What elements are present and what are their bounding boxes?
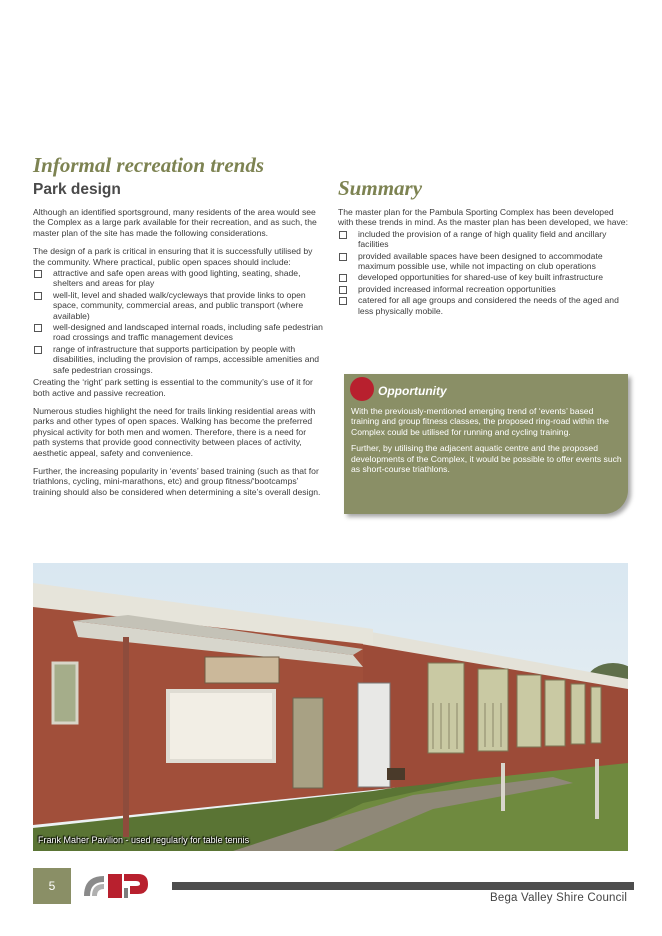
opportunity-text	[351, 406, 623, 480]
paragraph: Although an identified sportsground, many residents of the area would see the Complex as a large park available for their recreation, and as such, the master plan of the site has made the following considerations.	[33, 207, 317, 238]
list-item: attractive and safe open areas with good lighting, seating, shade, shelters and areas for play	[33, 268, 325, 289]
list-item: provided increased informal recreation opportunities	[338, 284, 630, 294]
summary-list	[338, 229, 630, 316]
page-number: 5	[33, 868, 71, 904]
checkbox-bullet-icon	[34, 270, 42, 278]
pavilion-photo	[33, 563, 628, 851]
park-design-subtitle: Park design	[33, 181, 121, 198]
summary-title: Summary	[338, 176, 423, 200]
red-dot-icon	[350, 377, 374, 401]
footer-bar	[172, 882, 634, 890]
list-item: well-lit, level and shaded walk/cycleways that provide links to open space, community, commercial areas, and public transport (where available)	[33, 290, 325, 321]
list-item: catered for all age groups and considered the needs of the aged and less physically mobile.	[338, 295, 630, 316]
right-column	[338, 207, 630, 318]
list-item: included the provision of a range of high quality field and ancillary facilities	[338, 229, 630, 250]
list-item: developed opportunities for shared-use of key built infrastructure	[338, 272, 630, 282]
paragraph: Creating the ‘right’ park setting is essential to the community’s use of it for both active and passive recreation.	[33, 377, 313, 398]
pavilion-illustration	[33, 563, 628, 851]
paragraph: Numerous studies highlight the need for trails linking residential areas with parks and other types of open spaces. Walking has become the preferred physical activity for both men and women. Therefore, there is a need for path systems that provide good connectivity between places of activity, aesthetic appeal, safety and convenience.	[33, 405, 316, 458]
council-name: Bega Valley Shire Council	[490, 892, 628, 904]
opportunity-box	[344, 374, 628, 514]
checkbox-bullet-icon	[339, 274, 347, 282]
checkbox-bullet-icon	[34, 292, 42, 300]
list-item: provided available spaces have been designed to accommodate maximum possible use, while not impacting on club operations	[338, 251, 630, 272]
checkbox-bullet-icon	[339, 253, 347, 261]
opportunity-title: Opportunity	[378, 384, 447, 398]
council-logo-icon	[78, 866, 162, 906]
checkbox-bullet-icon	[34, 346, 42, 354]
checkbox-bullet-icon	[34, 324, 42, 332]
left-column	[33, 207, 325, 505]
list-item: range of infrastructure that supports participation by people with disabilities, including the provision of ramps, accessible amenities and safe pedestrian crossings.	[33, 344, 325, 375]
checkbox-bullet-icon	[339, 231, 347, 239]
paragraph: Further, the increasing popularity in ‘events’ based training (such as that for triathlons, cycling, mini-marathons, etc) and group fitness/‘bootcamps’ training should also be considered when determining a site’s overall design.	[33, 465, 321, 497]
section-title: Informal recreation trends	[33, 153, 265, 177]
checkbox-bullet-icon	[339, 286, 347, 294]
paragraph: With the previously-mentioned emerging trend of ‘events’ based training and group fitness classes, the proposed ring-road within the Complex could be utilised for running and cycling training.	[351, 406, 609, 437]
photo-caption: Frank Maher Pavilion - used regularly for table tennis	[38, 835, 250, 845]
list-item: well-designed and landscaped internal roads, including safe pedestrian road crossings and traffic management devices	[33, 322, 325, 343]
paragraph: Further, by utilising the adjacent aquatic centre and the proposed developments of the Complex, it would be possible to offer events such as short-course triathlons.	[351, 443, 622, 475]
checkbox-bullet-icon	[339, 297, 347, 305]
paragraph: The design of a park is critical in ensuring that it is successfully utilised by the community. Where practical, public open spaces should include:	[33, 246, 313, 267]
park-design-list	[33, 268, 325, 375]
paragraph: The master plan for the Pambula Sporting Complex has been developed with these trends in mind. As the master plan has been developed, we have:	[338, 207, 628, 228]
